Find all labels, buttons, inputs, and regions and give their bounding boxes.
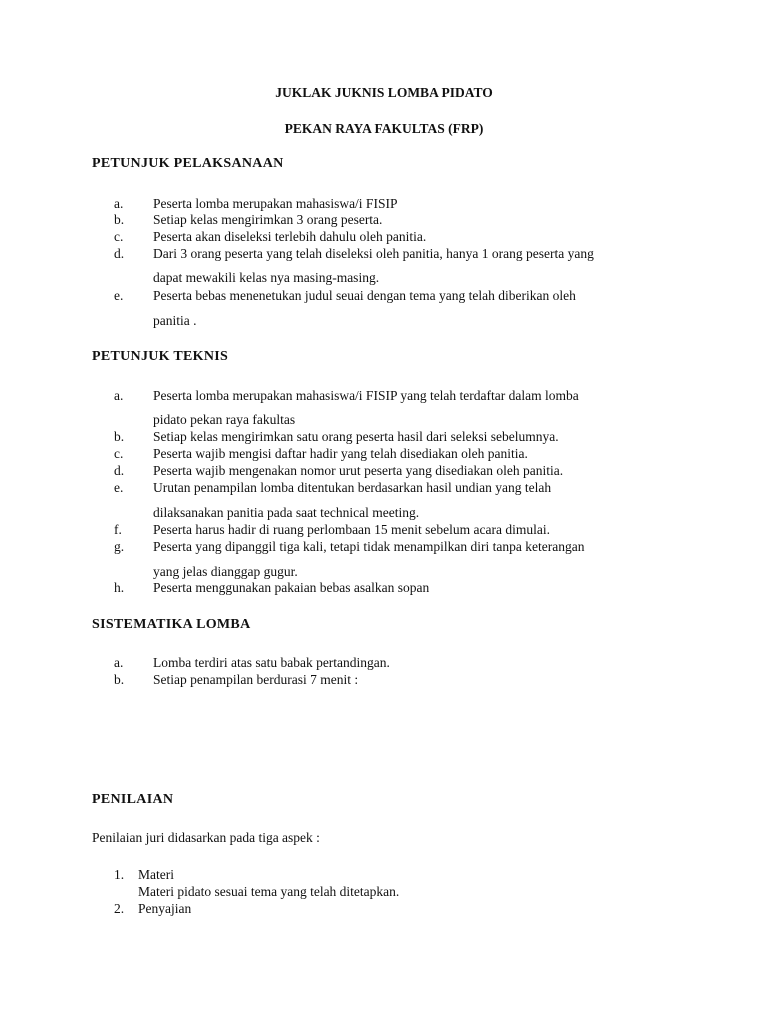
list-item-text: Peserta harus hadir di ruang perlombaan 15 menit sebelum acara dimulai. bbox=[153, 522, 550, 537]
penilaian-intro: Penilaian juri didasarkan pada tiga aspek : bbox=[92, 830, 320, 845]
list-item-text: Peserta lomba merupakan mahasiswa/i FISIP bbox=[153, 196, 398, 211]
list-item-text: Peserta wajib mengisi daftar hadir yang telah disediakan oleh panitia. bbox=[153, 446, 528, 461]
numbered-marker: 1. bbox=[114, 867, 125, 882]
list-item-text-cont: dilaksanakan panitia pada saat technical meeting. bbox=[153, 505, 420, 520]
numbered-item-desc: Materi pidato sesuai tema yang telah ditetapkan. bbox=[138, 884, 400, 899]
list-item-text: Peserta menggunakan pakaian bebas asalkan sopan bbox=[153, 580, 430, 595]
section-heading-pelaksanaan: PETUNJUK PELAKSANAAN bbox=[92, 156, 284, 171]
list-marker: b. bbox=[114, 212, 125, 227]
list-marker: h. bbox=[114, 580, 125, 595]
list-item-text-cont: panitia . bbox=[153, 313, 197, 328]
numbered-item-title: Penyajian bbox=[138, 901, 192, 916]
list-marker: b. bbox=[114, 429, 125, 444]
list-item-text: Lomba terdiri atas satu babak pertandingan. bbox=[153, 655, 390, 670]
numbered-item-title: Materi bbox=[138, 867, 174, 882]
list-item-text: Setiap penampilan berdurasi 7 menit : bbox=[153, 672, 359, 687]
list-item-text-cont: dapat mewakili kelas nya masing-masing. bbox=[153, 270, 380, 285]
list-item-text: Peserta akan diseleksi terlebih dahulu oleh panitia. bbox=[153, 229, 427, 244]
list-marker: d. bbox=[114, 246, 125, 261]
document-subtitle: PEKAN RAYA FAKULTAS (FRP) bbox=[284, 121, 484, 136]
list-item-text: Peserta lomba merupakan mahasiswa/i FISIP yang telah terdaftar dalam lomba bbox=[153, 388, 579, 403]
section-heading-sistematika: SISTEMATIKA LOMBA bbox=[92, 617, 251, 632]
list-item-text: Urutan penampilan lomba ditentukan berdasarkan hasil undian yang telah bbox=[153, 480, 552, 495]
list-marker: e. bbox=[114, 288, 124, 303]
section-heading-teknis: PETUNJUK TEKNIS bbox=[92, 349, 229, 364]
list-item-text-cont: pidato pekan raya fakultas bbox=[153, 412, 296, 427]
list-item-text-cont: yang jelas dianggap gugur. bbox=[153, 564, 298, 579]
list-item-text: Peserta bebas menenetukan judul seuai dengan tema yang telah diberikan oleh bbox=[153, 288, 576, 303]
list-marker: f. bbox=[114, 522, 122, 537]
list-marker: a. bbox=[114, 196, 124, 211]
list-marker: b. bbox=[114, 672, 125, 687]
list-marker: a. bbox=[114, 388, 124, 403]
list-marker: c. bbox=[114, 446, 124, 461]
list-item-text: Dari 3 orang peserta yang telah diseleksi oleh panitia, hanya 1 orang peserta yang bbox=[153, 246, 594, 261]
list-marker: a. bbox=[114, 655, 124, 670]
list-item-text: Setiap kelas mengirimkan satu orang peserta hasil dari seleksi sebelumnya. bbox=[153, 429, 559, 444]
list-item-text: Peserta wajib mengenakan nomor urut peserta yang disediakan oleh panitia. bbox=[153, 463, 564, 478]
section-heading-penilaian: PENILAIAN bbox=[92, 792, 174, 807]
list-item-text: Setiap kelas mengirimkan 3 orang peserta. bbox=[153, 212, 383, 227]
document-title: JUKLAK JUKNIS LOMBA PIDATO bbox=[275, 85, 493, 100]
list-marker: d. bbox=[114, 463, 125, 478]
list-item-text: Peserta yang dipanggil tiga kali, tetapi tidak menampilkan diri tanpa keterangan bbox=[153, 539, 585, 554]
numbered-marker: 2. bbox=[114, 901, 125, 916]
list-marker: c. bbox=[114, 229, 124, 244]
list-marker: g. bbox=[114, 539, 125, 554]
list-marker: e. bbox=[114, 480, 124, 495]
